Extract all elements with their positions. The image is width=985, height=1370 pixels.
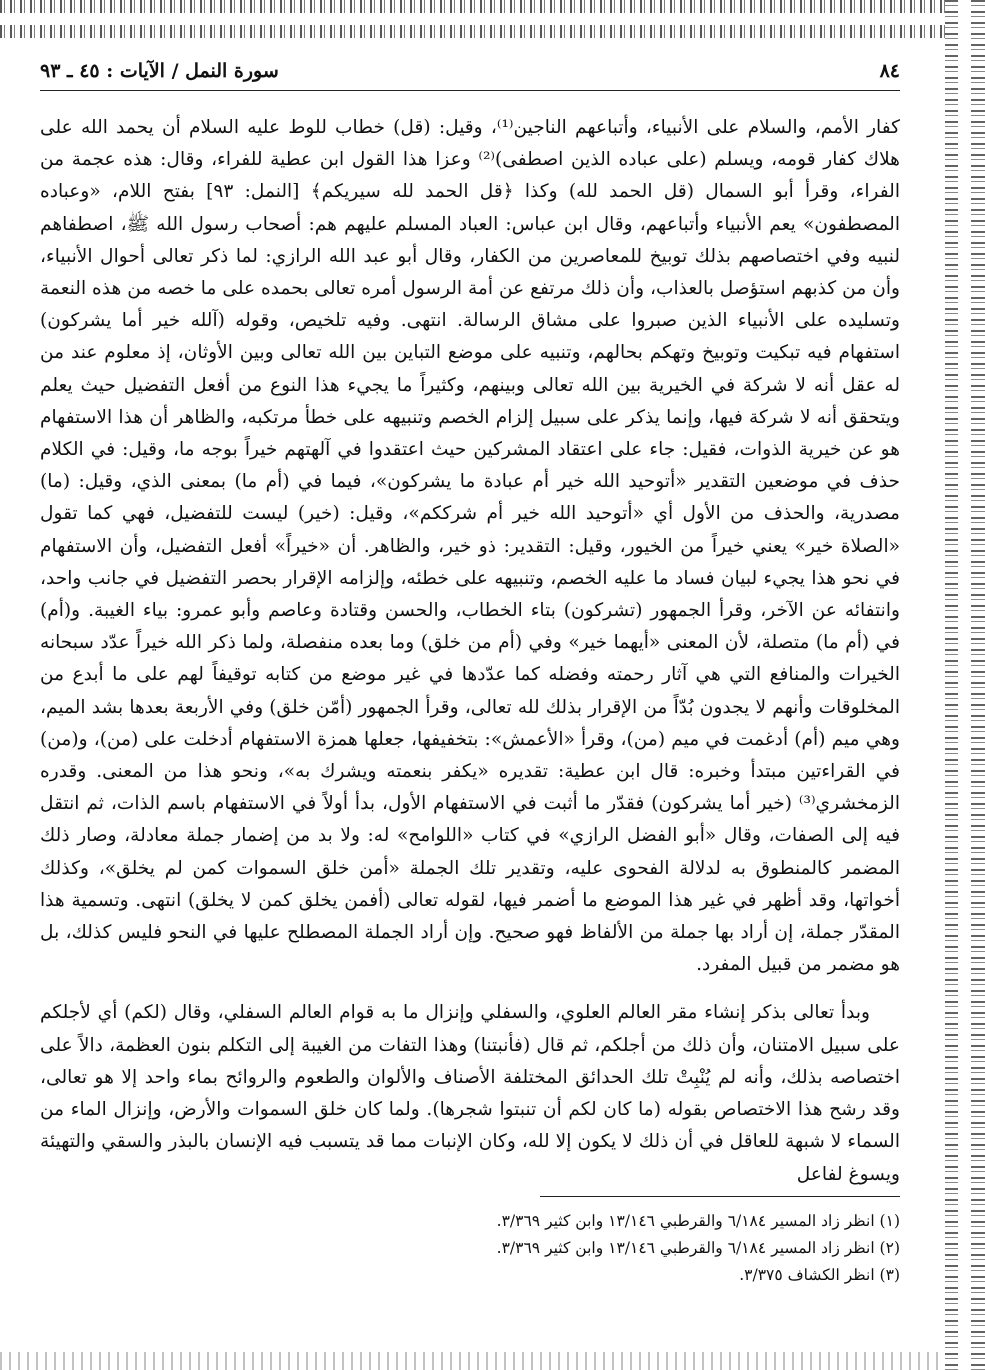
running-title: سورة النمل / الآيات : ٤٥ ـ ٩٣ xyxy=(40,60,279,82)
footnote-1: (١) انظر زاد المسير ٦/١٨٤ والقرطبي ١٣/١٤٦ وابن كثير ٣/٣٦٩. xyxy=(496,1212,900,1230)
footnote-separator xyxy=(540,1196,900,1197)
decorative-border-top xyxy=(0,0,945,38)
main-text xyxy=(40,112,900,1191)
page-header xyxy=(40,60,900,94)
footnote-2: (٢) انظر زاد المسير ٦/١٨٤ والقرطبي ١٣/١٤٦ وابن كثير ٣/٣٦٩. xyxy=(496,1239,900,1257)
decorative-border-right xyxy=(945,0,985,1370)
footnotes xyxy=(40,1208,900,1289)
paragraph-2: وبدأ تعالى بذكر إنشاء مقر العالم العلوي، والسفلي وإنزال ما به قوام العالم السفلي، وقال (لكم) أي لأجلكم على سبيل الامتنان، وأن ذلك من أجلكم، ثم قال (فأنبتنا) وهذا التفات من الغيبة إلى التكلم بنون العظمة، دالاً على اختصاصه بذلك، وأنه لم يُنْبِتْ تلك الحدائق المختلفة الأصناف والألوان والطعوم والروائح بماء واحد إلا هو تعالى، وقد رشح هذا الاختصاص بقوله (ما كان لكم أن تنبتوا شجرها). ولما كان خلق السموات والأرض، وإنزال الماء من السماء لا شبهة للعاقل في أن ذلك لا يكون إلا لله، وكان الإنبات مما قد يتسبب فيه الإنسان بالبذر والسقي والتهيئة ويسوغ لفاعل xyxy=(40,1002,900,1185)
decorative-border-bottom xyxy=(0,1352,945,1370)
paragraph-1: كفار الأمم، والسلام على الأنبياء، وأتباعهم الناجين⁽¹⁾، وقيل: (قل) خطاب للوط عليه السلام أن يحمد الله على هلاك كفار قومه، ويسلم (على عباده الذين اصطفى)⁽²⁾ وعزا هذا القول ابن عطية للفراء، وقال: هذه عجمة من الفراء، وقرأ أبو السمال (قل الحمد لله) وكذا ﴿قل الحمد لله سيريكم﴾ [النمل: ٩٣] بفتح اللام، «وعباده المصطفون» يعم الأنبياء وأتباعهم، وقال ابن عباس: العباد المسلم عليهم هم: أصحاب رسول الله ﷺ، اصطفاهم لنبيه وفي اختصاصهم بذلك توبيخ للمعاصرين من الكفار، وقال أبو عبد الله الرازي: لما ذكر تعالى أحوال الأنبياء، وأن من كذبهم استؤصل بالعذاب، وأن ذلك مرتفع عن أمة الرسول أمره تعالى بحمده على ما خصه من هذه النعمة وتسليده على الأنبياء الذين صبروا على مشاق الرسالة. انتهى. وفيه تلخيص، وقوله (آلله خير أما يشركون) استفهام فيه تبكيت وتوبيخ وتهكم بحالهم، وتنبيه على موضع التباين بين الله تعالى وبين الأوثان، إذ معلوم عند من له عقل أنه لا شركة في الخيرية بين الله تعالى وبينهم، وكثيراً ما يجيء هذا النوع من أفعل التفضيل حيث يعلم ويتحقق أنه لا شركة فيها، وإنما يذكر على سبيل إلزام الخصم وتنبيهه على خطأ مرتكبه، والظاهر أن هذا الاستفهام هو عن خيرية الذوات، فقيل: جاء على اعتقاد المشركين حيث اعتقدوا في آلهتهم خيراً بوجه ما، وقيل: في الكلام حذف في موضعين التقدير «أتوحيد الله خير أم عبادة ما يشركون»، فيما في (أم ما) بمعنى الذي، وقيل: (ما) مصدرية، والحذف من الأول أي «أتوحيد الله خير أم شرككم»، وقيل: (خير) ليست للتفضيل، فهي كما تقول «الصلاة خير» يعني خيراً من الخيور، وقيل: التقدير: ذو خير، والظاهر. أن «خيراً» أفعل التفضيل، وأن الاستفهام في نحو هذا يجيء لبيان فساد ما عليه الخصم، وتنبيهه على خطئه، وإلزامه الإقرار بحصر التفضيل في جانب واحد، وانتفائه عن الآخر، وقرأ الجمهور (تشركون) بتاء الخطاب، والحسن وقتادة وعاصم وأبو عمرو: بياء الغيبة. و(أم) في (أم ما) متصلة، لأن المعنى «أيهما خير» وفي (أم من خلق) وما بعده منفصلة، ولما ذكر الله خيراً عدّد سبحانه الخيرات والمنافع التي هي آثار رحمته وفضله كما عدّدها في غير موضع من كتابه توقيفاً لهم على ما أبدع من المخلوقات وأنهم لا يجدون بُدّاً من الإقرار بذلك لله تعالى، وقرأ الجمهور (أمّن خلق) وفي الأربعة بعدها بشد الميم، وهي ميم (أم) أدغمت في ميم (من)، وقرأ «الأعمش»: بتخفيفها، جعلها همزة الاستفهام أدخلت على (من)، و(من) في القراءتين مبتدأ وخبره: قال ابن عطية: تقديره «يكفر بنعمته ويشرك به»، ونحو هذا من المعنى. وقدره الزمخشري⁽³⁾ (خير أما يشركون) فقدّر ما أثبت في الاستفهام الأول، بدأ أولاً في الاستفهام باسم الذات، ثم انتقل فيه إلى الصفات، وقال «أبو الفضل الرازي» في كتاب «اللوامح» له: ولا بد من إضمار جملة معادلة، وصار ذلك المضمر كالمنطوق به لدلالة الفحوى عليه، وتقدير تلك الجملة «أمن خلق السموات كمن لم يخلق»، وكذلك أخواتها، وقد أظهر في غير هذا الموضع ما أضمر فيها، لقوله تعالى (أفمن يخلق كمن لا يخلق) انتهى. وتسمية هذا المقدّر جملة، إن أراد بها جملة من الألفاظ فهو صحيح. وإن أراد الجملة المصطلح عليها في النحو فليس كذلك، بل هو مضمر من قبيل المفرد. xyxy=(40,117,900,976)
header-rule xyxy=(40,90,900,91)
page-number: ٨٤ xyxy=(879,60,900,82)
footnote-3: (٣) انظر الكشاف ٣/٣٧٥. xyxy=(739,1266,900,1284)
